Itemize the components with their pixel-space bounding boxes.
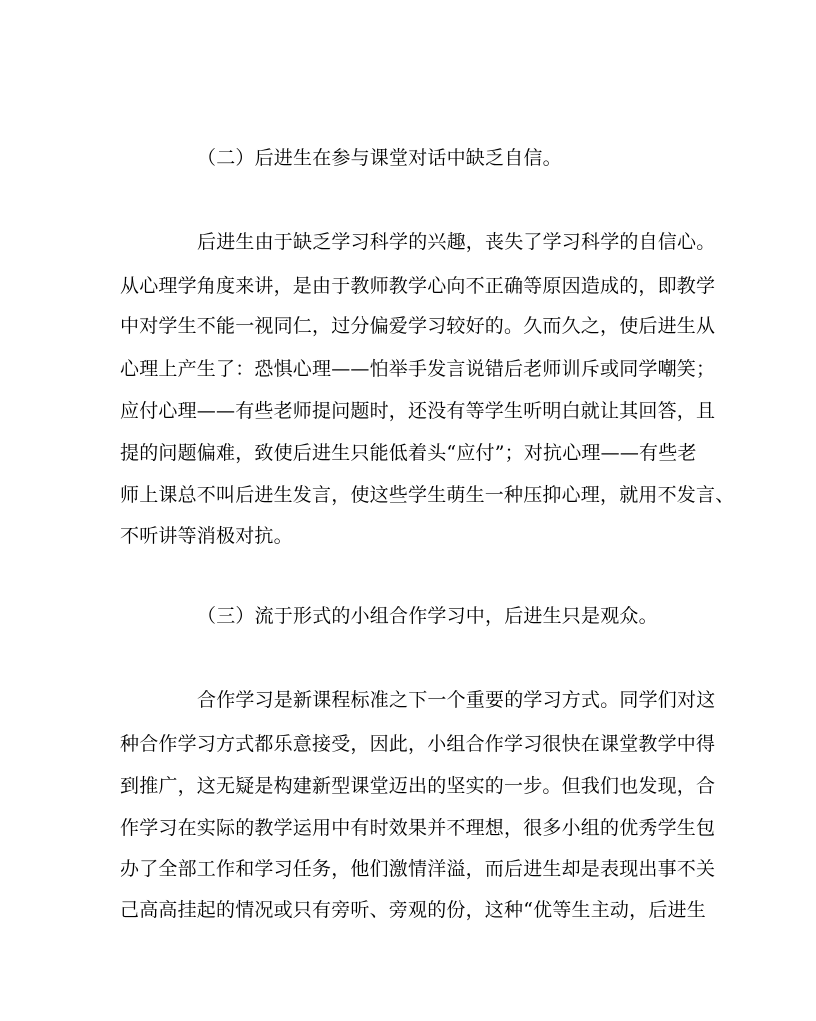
paragraph-line: 心理上产生了：恐惧心理——怕举手发言说错后老师训斥或同学嘲笑； (120, 358, 716, 380)
paragraph-line: 不听讲等消极对抗。 (120, 525, 293, 547)
paragraph-line: 中对学生不能一视同仁，过分偏爱学习较好的。久而久之，使后进生从 (120, 315, 716, 337)
paragraph-line: 合作学习是新课程标准之下一个重要的学习方式。同学们对这 (197, 689, 716, 711)
paragraph-line: 作学习在实际的教学运用中有时效果并不理想，很多小组的优秀学生包 (120, 817, 716, 839)
paragraph-line: 办了全部工作和学习任务，他们激情洋溢，而后进生却是表现出事不关 (120, 858, 716, 880)
section-heading-2: （二）后进生在参与课堂对话中缺乏自信。 (197, 147, 562, 169)
paragraph-line: 后进生由于缺乏学习科学的兴趣，丧失了学习科学的自信心。 (197, 231, 716, 253)
paragraph-line: 种合作学习方式都乐意接受，因此，小组合作学习很快在课堂教学中得 (120, 733, 716, 755)
section-heading-3: （三）流于形式的小组合作学习中，后进生只是观众。 (197, 605, 658, 627)
paragraph-line: 己高高挂起的情况或只有旁听、旁观的份，这种“优等生主动，后进生 (120, 899, 706, 921)
paragraph-line: 从心理学角度来讲，是由于教师教学心向不正确等原因造成的，即教学 (120, 275, 716, 297)
paragraph-line: 应付心理——有些老师提问题时，还没有等学生听明白就让其回答，且 (120, 400, 716, 422)
paragraph-line: 到推广，这无疑是构建新型课堂迈出的坚实的一步。但我们也发现，合 (120, 775, 716, 797)
paragraph-line: 提的问题偏难，致使后进生只能低着头“应付”；对抗心理——有些老 (120, 442, 697, 464)
paragraph-line: 师上课总不叫后进生发言，使这些学生萌生一种压抑心理，就用不发言、 (120, 484, 735, 506)
